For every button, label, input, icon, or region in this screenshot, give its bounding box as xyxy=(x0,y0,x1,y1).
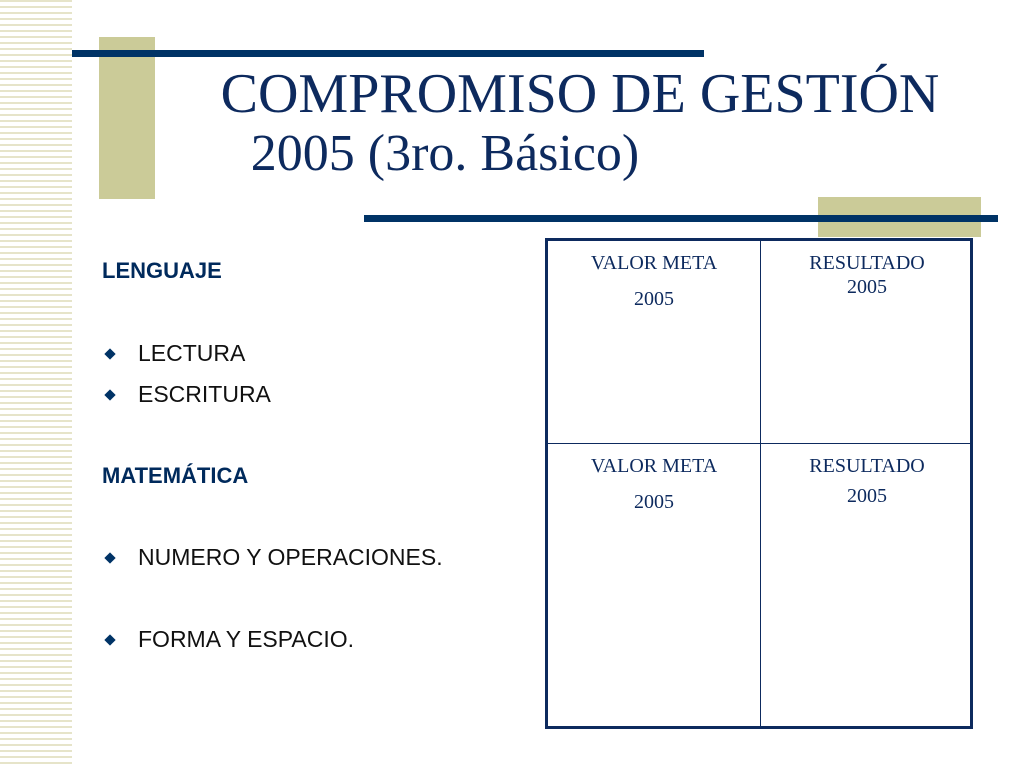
table-cell-result-matematica xyxy=(761,454,973,508)
diamond-bullet-icon xyxy=(104,634,115,645)
slide-title-line1: COMPROMISO DE GESTIÓN xyxy=(220,63,940,125)
subject-list xyxy=(102,0,542,768)
table-cell-result-lenguaje xyxy=(761,251,973,299)
heading-matematica: MATEMÁTICA xyxy=(102,463,249,488)
diamond-bullet-icon xyxy=(104,348,115,359)
heading-lenguaje: LENGUAJE xyxy=(102,258,222,283)
result-label: RESULTADO xyxy=(809,252,925,274)
slide-title-line2: 2005 (3ro. Básico) xyxy=(250,125,640,182)
result-label: RESULTADO xyxy=(809,455,925,477)
results-table xyxy=(545,238,973,729)
diamond-bullet-icon xyxy=(104,552,115,563)
list-item-label: ESCRITURA xyxy=(138,381,271,407)
result-year: 2005 xyxy=(847,276,887,298)
meta-year: 2005 xyxy=(634,491,674,513)
result-year: 2005 xyxy=(847,485,887,507)
list-item-label: NUMERO Y OPERACIONES. xyxy=(138,544,443,570)
list-item-escritura xyxy=(102,381,271,408)
meta-label: VALOR META xyxy=(590,252,718,274)
table-cell-meta-matematica xyxy=(548,454,760,514)
diamond-bullet-icon xyxy=(104,389,115,400)
left-stripe-border xyxy=(0,0,72,768)
list-item-label: FORMA Y ESPACIO. xyxy=(138,626,355,652)
list-item-lectura xyxy=(102,340,245,367)
list-item-label: LECTURA xyxy=(138,340,246,366)
meta-year: 2005 xyxy=(634,288,674,310)
table-cell-meta-lenguaje xyxy=(548,251,760,311)
list-item-forma-espacio xyxy=(102,626,354,653)
list-item-numero-operaciones xyxy=(102,544,443,571)
table-divider-horizontal xyxy=(548,443,970,444)
meta-label: VALOR META xyxy=(590,455,718,477)
